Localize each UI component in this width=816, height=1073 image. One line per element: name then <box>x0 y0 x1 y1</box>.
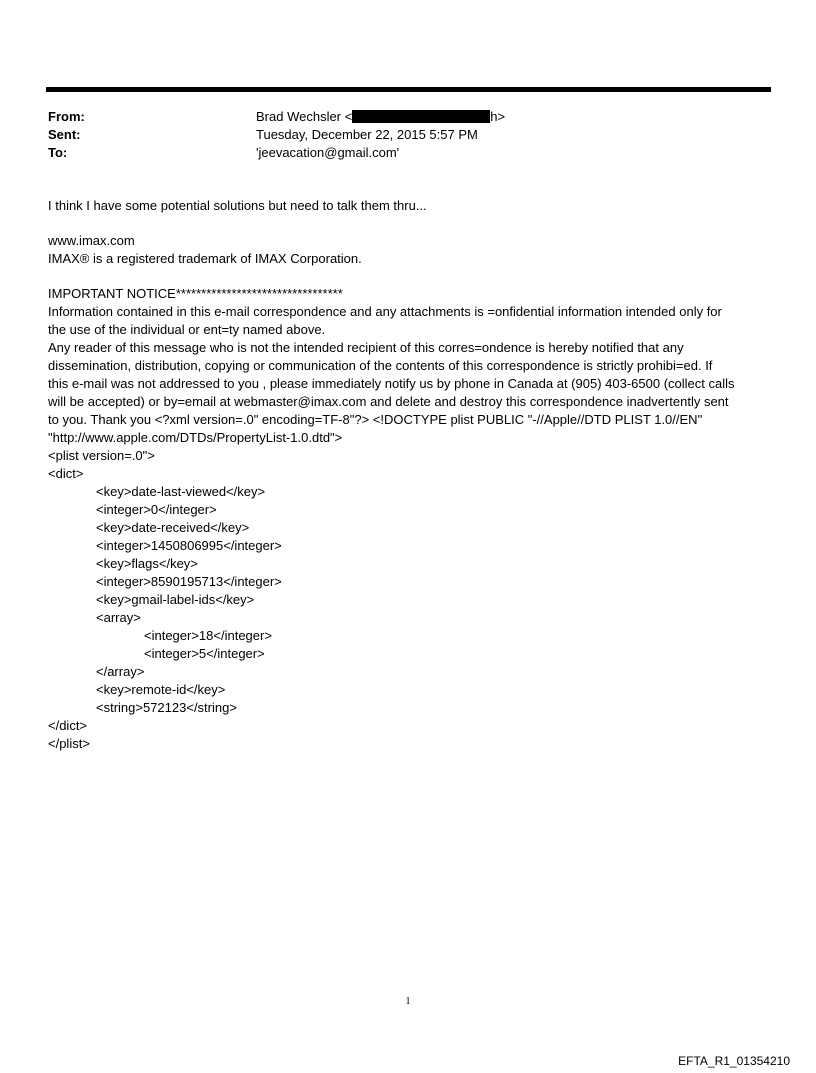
intro-text: I think I have some potential solutions but need to talk them thru... <box>48 198 427 213</box>
top-rule <box>46 87 771 92</box>
email-body <box>48 197 768 753</box>
plist-line: <integer>0</integer> <box>96 502 217 517</box>
notice-title: IMPORTANT NOTICE********************************* <box>48 286 343 301</box>
plist-line: </plist> <box>48 736 90 751</box>
to-value: 'jeevacation@gmail.com' <box>256 145 400 160</box>
from-name: Brad Wechsler < <box>256 109 353 124</box>
notice-line: dissemination, distribution, copying or communication of the contents of this correspondence is strictly prohibi=ed. If <box>48 358 713 373</box>
notice-line: Any reader of this message who is not the intended recipient of this corres=ondence is hereby notified that any <box>48 340 684 355</box>
notice-paragraph <box>48 303 768 447</box>
notice-line: this e-mail was not addressed to you , please immediately notify us by phone in Canada at (905) 403-6500 (collect calls <box>48 376 735 391</box>
notice-line: the use of the individual or ent=ty named above. <box>48 322 326 337</box>
notice-line: will be accepted) or by=email at webmaster@imax.com and delete and destroy this correspondence inadvertently sent <box>48 394 729 409</box>
spacer <box>48 215 768 232</box>
from-label: From: <box>48 109 85 124</box>
plist-line: <key>remote-id</key> <box>96 682 226 697</box>
notice-line: to you. Thank you <?xml version=.0" encoding=TF-8"?> <!DOCTYPE plist PUBLIC "-//Apple//DTD PLIST 1.0//EN" <box>48 412 703 427</box>
plist-line: </dict> <box>48 718 88 733</box>
plist-line: <key>gmail-label-ids</key> <box>96 592 255 607</box>
plist-line: <integer>5</integer> <box>144 646 265 661</box>
from-suffix: h> <box>490 109 506 124</box>
plist-line: <string>572123</string> <box>96 700 237 715</box>
plist-line: <integer>18</integer> <box>144 628 272 643</box>
sent-label: Sent: <box>48 127 81 142</box>
redaction-bar <box>352 110 490 123</box>
plist-line: <integer>1450806995</integer> <box>96 538 282 553</box>
page-number: 1 <box>405 996 411 1007</box>
plist-line: <array> <box>96 610 141 625</box>
from-value <box>256 108 505 126</box>
plist-line: <plist version=.0"> <box>48 448 155 463</box>
trademark-text: IMAX® is a registered trademark of IMAX Corporation. <box>48 251 362 266</box>
notice-line: "http://www.apple.com/DTDs/PropertyList-1.0.dtd"> <box>48 430 343 445</box>
plist-line: <key>flags</key> <box>96 556 198 571</box>
to-label: To: <box>48 145 68 160</box>
website-text: www.imax.com <box>48 233 135 248</box>
plist-line: <integer>8590195713</integer> <box>96 574 282 589</box>
sent-value: Tuesday, December 22, 2015 5:57 PM <box>256 127 478 142</box>
plist-line: <dict> <box>48 466 84 481</box>
plist-line: </array> <box>96 664 145 679</box>
plist-line: <key>date-received</key> <box>96 520 250 535</box>
spacer <box>48 268 768 285</box>
plist-block <box>48 447 768 753</box>
notice-line: Information contained in this e-mail correspondence and any attachments is =onfidential information intended only for <box>48 304 722 319</box>
plist-line: <key>date-last-viewed</key> <box>96 484 266 499</box>
bates-number: EFTA_R1_01354210 <box>678 1054 790 1068</box>
